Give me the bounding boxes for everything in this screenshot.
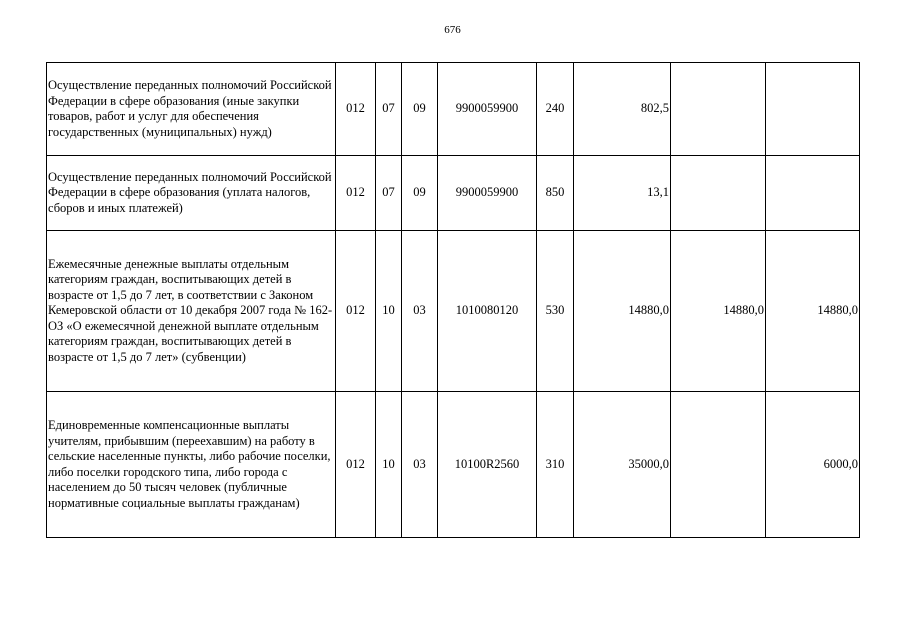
amount-year-1: 802,5 (574, 63, 671, 156)
amount-year-1: 13,1 (574, 156, 671, 231)
amount-year-1: 35000,0 (574, 392, 671, 538)
section-code: 10 (376, 392, 402, 538)
section-code: 07 (376, 156, 402, 231)
amount-year-3: 14880,0 (766, 231, 860, 392)
ministry-code: 012 (336, 156, 376, 231)
target-article-code: 10100R2560 (438, 392, 537, 538)
expense-type-code: 530 (537, 231, 574, 392)
amount-year-3 (766, 63, 860, 156)
amount-year-3 (766, 156, 860, 231)
table-row (47, 156, 860, 231)
amount-year-2 (671, 392, 766, 538)
amount-year-3: 6000,0 (766, 392, 860, 538)
amount-year-1: 14880,0 (574, 231, 671, 392)
row-description: Единовременные компенсационные выплаты учителям, прибывшим (переехавшим) на работу в сельские населенные пункты, либо рабочие поселки, либо поселки городского типа, либо города с населением до 50 тысяч человек (публичные нормативные социальные выплаты гражданам) (47, 392, 336, 538)
amount-year-2: 14880,0 (671, 231, 766, 392)
table-row (47, 63, 860, 156)
section-code: 10 (376, 231, 402, 392)
subsection-code: 09 (402, 63, 438, 156)
target-article-code: 9900059900 (438, 156, 537, 231)
subsection-code: 03 (402, 392, 438, 538)
target-article-code: 1010080120 (438, 231, 537, 392)
row-description: Осуществление переданных полномочий Российской Федерации в сфере образования (уплата налогов, сборов и иных платежей) (47, 156, 336, 231)
expense-type-code: 850 (537, 156, 574, 231)
amount-year-2 (671, 63, 766, 156)
budget-table (46, 62, 860, 538)
ministry-code: 012 (336, 63, 376, 156)
table-row (47, 392, 860, 538)
ministry-code: 012 (336, 392, 376, 538)
row-description: Осуществление переданных полномочий Российской Федерации в сфере образования (иные закупки товаров, работ и услуг для обеспечения государственных (муниципальных) нужд) (47, 63, 336, 156)
expense-type-code: 310 (537, 392, 574, 538)
section-code: 07 (376, 63, 402, 156)
ministry-code: 012 (336, 231, 376, 392)
amount-year-2 (671, 156, 766, 231)
subsection-code: 03 (402, 231, 438, 392)
target-article-code: 9900059900 (438, 63, 537, 156)
subsection-code: 09 (402, 156, 438, 231)
expense-type-code: 240 (537, 63, 574, 156)
page-number: 676 (444, 24, 461, 36)
row-description: Ежемесячные денежные выплаты отдельным категориям граждан, воспитывающих детей в возрасте от 1,5 до 7 лет, в соответствии с Законом Кемеровской области от 10 декабря 2007 года № 162-ОЗ «О ежемесячной денежной выплате отдельным категориям граждан, воспитывающих детей в возрасте от 1,5 до 7 лет» (субвенции) (47, 231, 336, 392)
table-row (47, 231, 860, 392)
